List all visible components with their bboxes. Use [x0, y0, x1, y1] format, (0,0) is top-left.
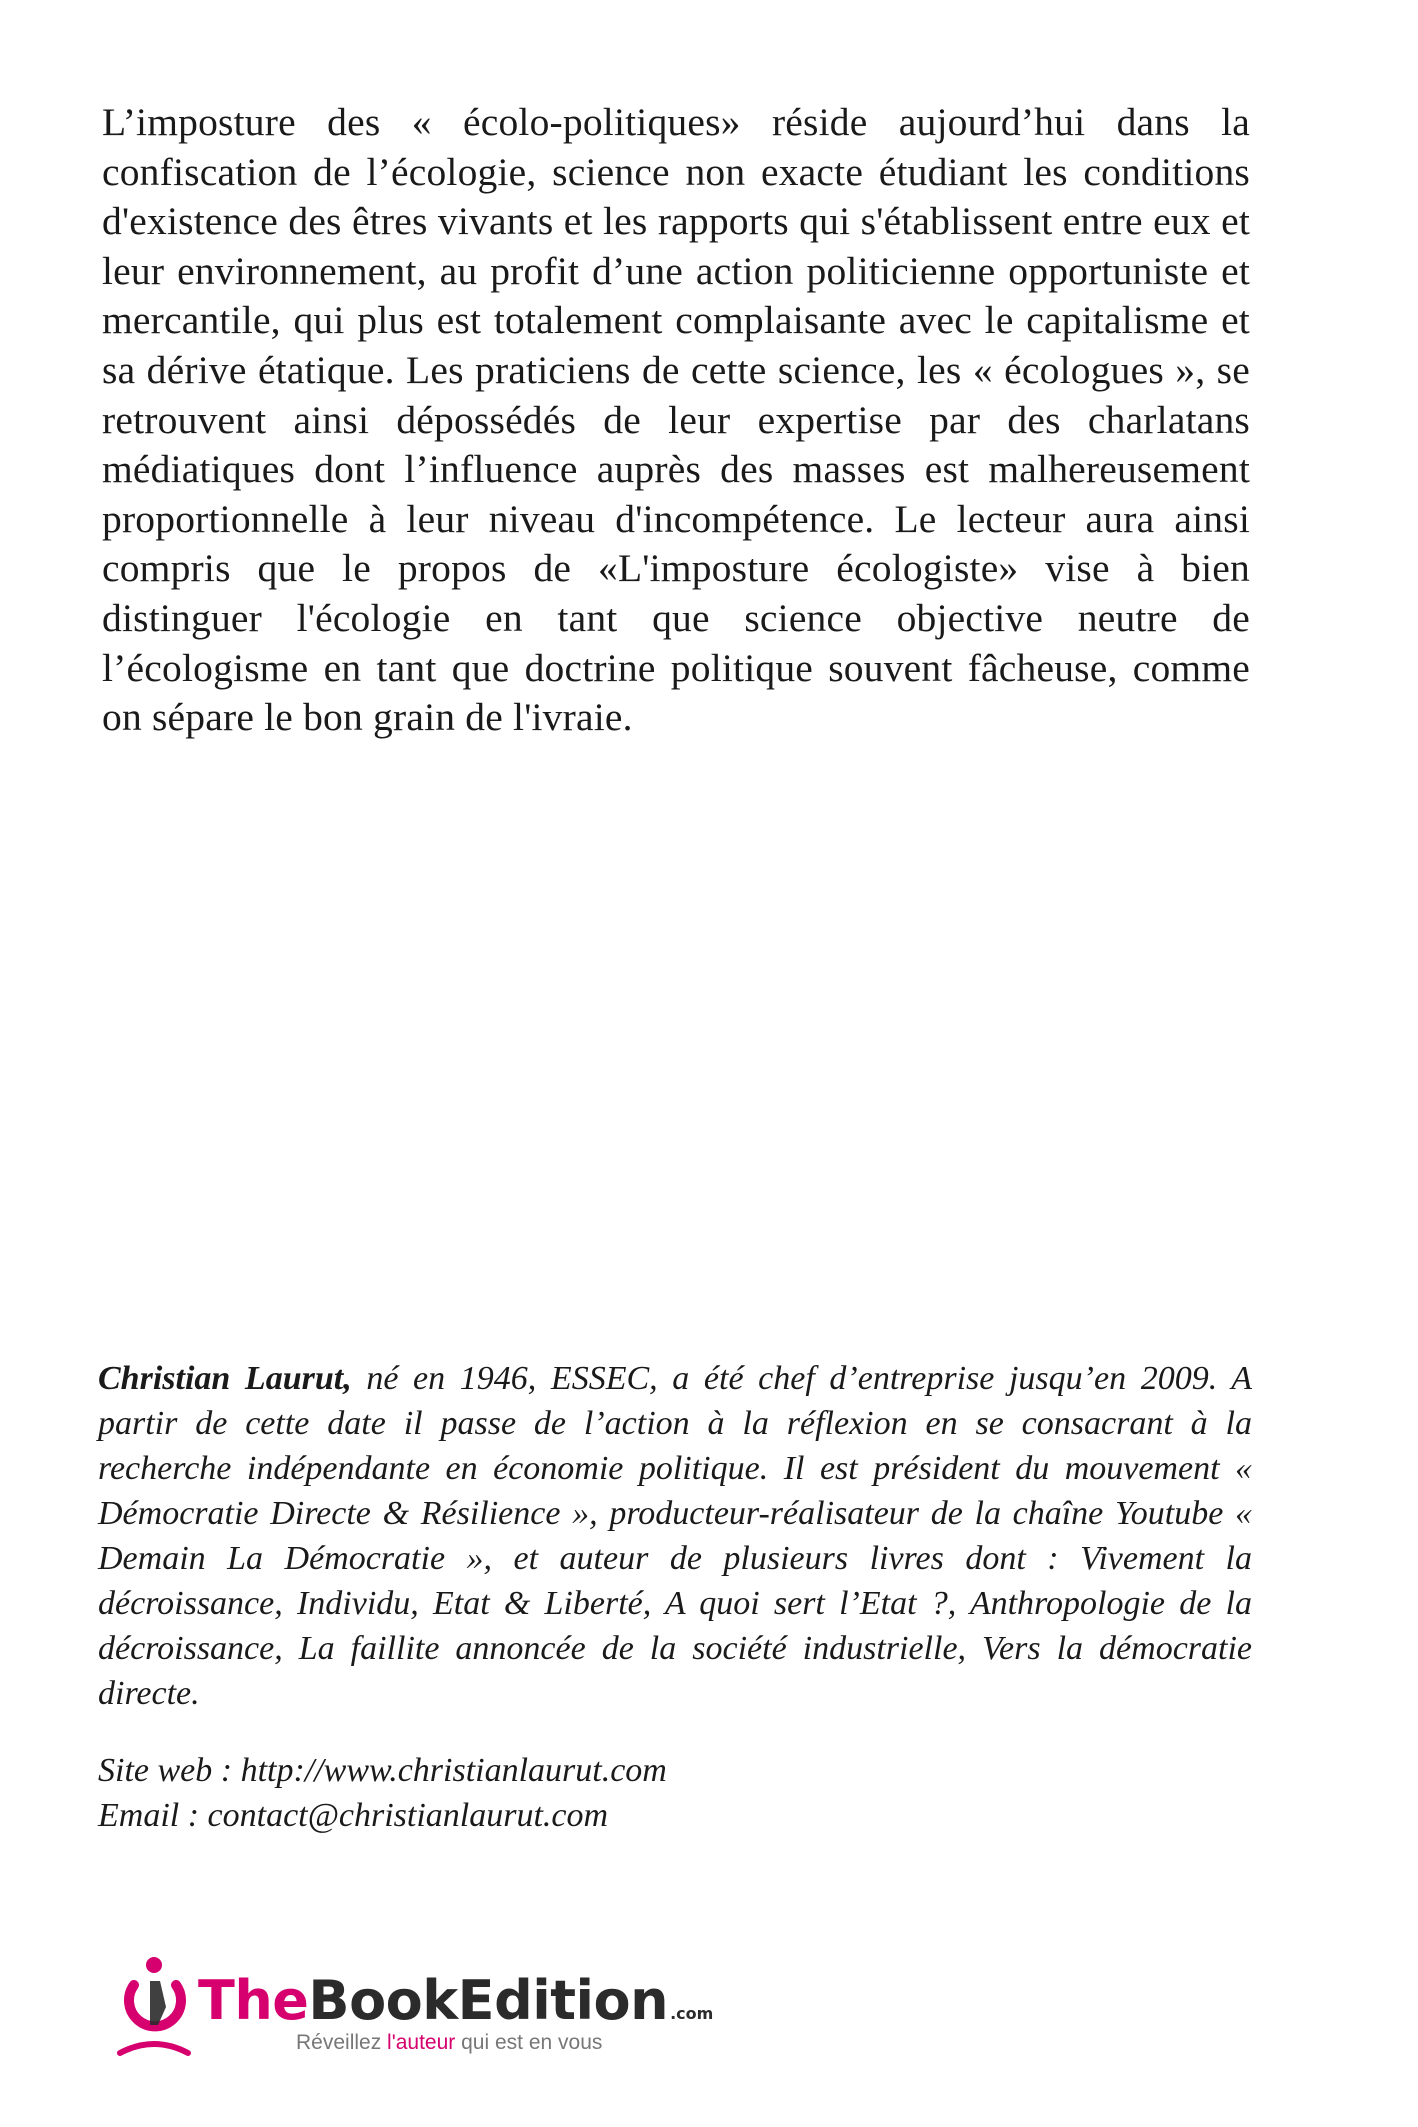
wordmark-the: The [198, 1969, 309, 2032]
author-bio-text: né en 1946, ESSEC, a été chef d’entreprise jusqu’en 2009. A partir de cette date il passe de l’action à la réflexion en se consacrant à la recherche indépendante en économie politique. Il est président du mouvement « Démocratie Directe & Résilience », producteur-réalisateur de la chaîne Youtube « Demain La Démocratie », et auteur de plusieurs livres dont : Vivement la décroissance, Individu, Etat & Liberté, A quoi sert l’Etat ?, Anthropologie de la décroissance, La faillite annoncée de la société industrielle, Vers la démocratie directe. [98, 1360, 1252, 1712]
tagline-start: Réveillez [296, 2031, 388, 2054]
author-contact [98, 1748, 667, 1838]
wordmark-bookedition: BookEdition [308, 1969, 669, 2032]
tagline-end: qui est en vous [455, 2031, 603, 2054]
author-website: Site web : http://www.christianlaurut.com [98, 1752, 667, 1789]
author-bio [98, 1356, 1252, 1716]
tagline-accent: l'auteur [387, 2031, 456, 2054]
author-email: Email : contact@christianlaurut.com [98, 1797, 609, 1834]
author-name: Christian Laurut, [98, 1360, 352, 1397]
person-circle-logo-icon [110, 1955, 202, 2063]
wordmark-dotcom: .com [670, 2004, 714, 2023]
publisher-logo [110, 1955, 714, 2065]
publisher-tagline [296, 2031, 602, 2055]
back-cover-blurb: L’imposture des « écolo-politiques» réside aujourd’hui dans la confiscation de l’écologie, science non exacte étudiant les conditions d'existence des êtres vivants et les rapports qui s'établissent entre eux et leur environnement, au profit d’une action politicienne opportuniste et mercantile, qui plus est totalement complaisante avec le capitalisme et sa dérive étatique. Les praticiens de cette science, les « écologues », se retrouvent ainsi dépossédés de leur expertise par des charlatans médiatiques dont l’influence auprès des masses est malhereusement proportionnelle à leur niveau d'incompétence. Le lecteur aura ainsi compris que le propos de «L'imposture écologiste» vise à bien distinguer l'écologie en tant que science objective neutre de l’écologisme en tant que doctrine politique souvent fâcheuse, comme on sépare le bon grain de l'ivraie. [102, 100, 1250, 740]
